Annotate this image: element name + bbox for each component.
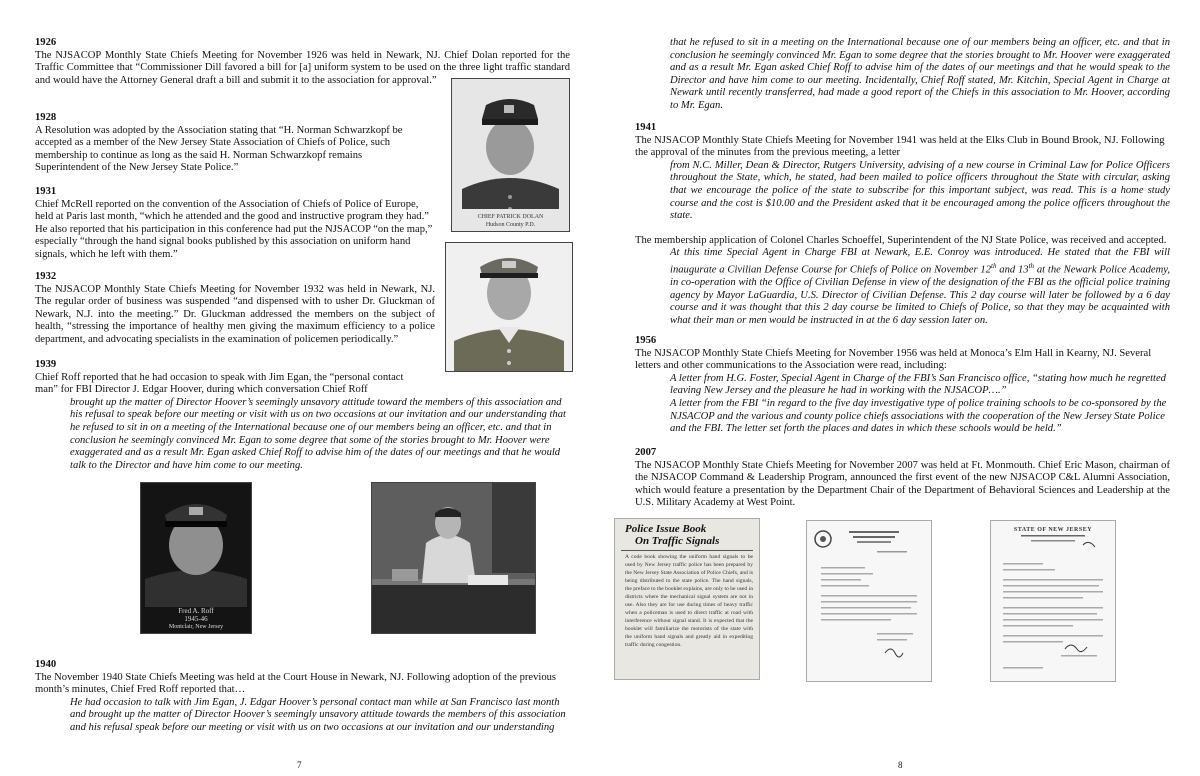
dolan-caption — [452, 213, 569, 229]
roff-caption — [141, 607, 251, 631]
letter-lines-icon — [991, 533, 1115, 681]
entry-body: The NJSACOP Monthly State Chiefs Meeting for November 1956 was held at Monoca’s Elm Hall in Kearny, NJ. Several letters and other communications to the Association were read, including: — [635, 347, 1152, 372]
right-page — [600, 0, 1200, 776]
entry-quote: He had occasion to talk with Jim Egan, J. Edgar Hoover’s personal contact man while at San Francisco last month and brought up the matter of Director Hoover’s seemingly unsavory attitude towards the members of this association and his refusal speak before our meeting or visit with us on two occasions at our invitation and our understanding — [70, 696, 566, 733]
quote-part: At this time Special Agent in Charge FBI at Newark, E.E. Conroy was introduced. He stated that the FBI will inaugurate a Civilian Defense Course for Chiefs of Police on November 12 — [670, 247, 1170, 276]
entry-year: 1940 — [35, 659, 57, 670]
entry-quote-1: A letter from H.G. Foster, Special Agent in Charge of the FBI’s San Francisco office, “stating how much he regretted leaving New Jersey and the pleasure he had in working with the NJSACOP….” — [670, 372, 1166, 397]
caption-line: Fred A. Roff — [178, 607, 214, 615]
superscript: th — [991, 261, 997, 270]
entry-year: 1926 — [35, 37, 57, 48]
entry-year: 2007 — [635, 447, 657, 458]
entry-1928 — [35, 112, 420, 175]
caption-line: Hudson County P.D. — [485, 222, 536, 228]
entry-year: 1928 — [35, 112, 57, 123]
entry-quote-2 — [635, 247, 1170, 327]
letter-heading: STATE OF NEW JERSEY — [1013, 527, 1093, 533]
entry-body: The NJSACOP Monthly State Chiefs Meeting for November 1941 was held at the Elks Club in Bound Brook, NJ. Following the approval of the minutes from the previous meeting, a letter — [635, 134, 1165, 159]
continued-quote-1940: that he refused to sit in a meeting on the International because one of our members being an officer, etc. and that in conclusion he seemingly convinced Mr. Egan to some degree that the stories brought to Mr. Hoover were exaggerated and as a result Mr. Egan asked Chief Roff to advise him of the dates of our meetings and that he would speak to the Director and have him come to our meeting. Incidentally, Chief Roff stated, Mr. Kitchin, Special Agent in Charge at Newark until recently transferred, had made a good report of the Chiefs in this association to Mr. Hoover, according to Mr. Egan. — [670, 37, 1170, 111]
entry-body: The NJSACOP Monthly State Chiefs Meeting for November 1932 was held in Newark, NJ. The regular order of business was suspended “and dispensed with to usher Dr. Gluckman of Newark, N.J. into the meeting.” Dr. Gluckman addressed the members on the subject of health, “stressing the importance of healthy men giving the maximum efficiency to a police department, and advocating specialists in the examination of policemen periodically.” — [35, 283, 435, 345]
caption-line: CHIEF PATRICK DOLAN — [477, 214, 544, 220]
clipping-title — [615, 519, 759, 549]
letter-seal-icon — [807, 521, 931, 681]
clipping-rule — [621, 550, 753, 551]
clipping-title-line: On Traffic Signals — [635, 535, 720, 547]
caption-line: 1945-46 — [184, 615, 208, 623]
entry-quote: from N.C. Miller, Dean & Director, Rutgers University, advising of a new course in Criminal Law for Police Officers throughout the State, which, he stated, had been mailed to police officers throughout the State with circular, asking that we encourage the police of the state to subscribe for this important subject, was read. This is a home study course and the cost is $10.00 and the President asked that it be encouraged among the police officers throughout the state. — [670, 159, 1170, 222]
portrait-hoover-icon — [372, 483, 535, 633]
entry-1940 — [35, 659, 570, 735]
entry-year: 1932 — [35, 271, 57, 282]
entry-body: The November 1940 State Chiefs Meeting was held at the Court House in Newark, NJ. Following adoption of the previous month’s minutes, Chief Fred Roff reported that… — [35, 671, 557, 696]
entry-1932 — [35, 271, 435, 347]
entry-1931 — [35, 186, 435, 262]
entry-year: 1931 — [35, 186, 57, 197]
photo-chief-dolan — [451, 78, 570, 232]
photo-hoover-desk — [371, 482, 536, 634]
quote-part: and 13 — [996, 264, 1029, 276]
caption-line: Montclair, New Jersey — [168, 624, 224, 630]
entry-body: Chief Roff reported that he had occasion to speak with Jim Egan, the “personal contact man” for FBI Director J. Edgar Hoover, during which conversation Chief Roff — [35, 371, 404, 396]
clipping-text: A code book showing the uniform hand signals to be used by New Jersey traffic police has been prepared by the New Jersey State Association of Police Chiefs, and is being distributed to the state police. The hand signals, the preface to the booklet explains, are only to be used in districts where the mechanical signal system are not in use. Also they are for use during times of heavy traffic when a policeman is used to direct traffic at road with interference without signal stand. It is expected that the booklet will familiarize the motorists of the state with the uniform hand signals and greatly aid in expediting traffic during congestion. — [625, 554, 753, 648]
letter-document-2 — [990, 520, 1116, 682]
page-number: 7 — [297, 760, 302, 770]
portrait-dolan-icon — [452, 79, 569, 231]
letter-document-1 — [806, 520, 932, 682]
entry-year: 1941 — [635, 122, 657, 133]
entry-body: The NJSACOP Monthly State Chiefs Meeting for November 2007 was held at Ft. Monmouth. Chief Eric Mason, chairman of the NJSACOP Command & Leadership Program, announced the first event of the new NJSACOP C&L Alumni Association, which would feature a presentation by the Department Chair of the Department of Behavioral Sciences and Leadership at the U.S. Military Academy at West Point. — [635, 459, 1170, 509]
entry-quote-2: A letter from the FBI “in regard to the five day investigative type of police training schools to be co-sponsored by the NJSACOP and the various and county police chiefs associations with the cooperation of the New Jersey State Police and the FBI. The letter set forth the places and dates in which these schools would be held.” — [670, 397, 1167, 435]
photo-schwarzkopf — [445, 242, 573, 372]
entry-1941 — [635, 122, 1170, 327]
page-number: 8 — [898, 760, 903, 770]
clipping-title-line: Police Issue Book — [625, 523, 707, 535]
entry-1956 — [635, 335, 1170, 436]
portrait-schwarzkopf-icon — [446, 243, 572, 371]
entry-body-2: The membership application of Colonel Charles Schoeffel, Superintendent of the NJ State Police, was received and accepted. — [635, 234, 1167, 246]
photo-fred-roff — [140, 482, 252, 634]
quote-part: at the Newark Police Academy, in co-operation with the Office of Civilian Defense in view of the designation of the FBI as the official police training agency by Mayor LaGuardia, U.S. Director of Civilian Defense. This 2 day course will later be followed by a 6 day course and it was thought that this 2 day course be limited to Chiefs of Police, so that they may be acquainted with what their man or men would be instructed in at the 6 day session later on. — [670, 264, 1170, 326]
entry-1939 — [35, 359, 570, 472]
entry-2007 — [635, 447, 1170, 510]
entry-quote: brought up the matter of Director Hoover’s seemingly unsavory attitude toward the members of this association and his refusal to speak before our meeting or visit with us on two occasions at our invitation and our understanding that he refused to sit in on a meeting of the International because one of our members being an officer, etc. and that in conclusion he seemingly convinced Mr. Egan to some degree that some of the stories brought to Mr. Hoover were exaggerated and as a result Mr. Egan asked Chief Roff to advise him of the dates of our meetings and that he would talk to the Director and have him come to our meeting. — [70, 396, 566, 471]
entry-body: A Resolution was adopted by the Association stating that “H. Norman Schwarzkopf be accepted as a member of the New Jersey State Association of Chiefs of Police, such membership to continue as long as the said H. Norman Schwarzkopf remains Superintendent of the New Jersey State Police.” — [35, 124, 403, 174]
superscript: th — [1028, 261, 1035, 270]
clipping-police-issue-book — [614, 518, 760, 680]
entry-year: 1939 — [35, 359, 57, 370]
entry-body: The NJSACOP Monthly State Chiefs Meeting for November 1926 was held in Newark, NJ. Chief Dolan reported for the Traffic Committee that “Commissioner Dill favored a bill for [a] uniform system to be used on the three light traffic standard and would have the Attorney General draft a bill and submit it to the association for approval.” — [35, 49, 570, 86]
entry-year: 1956 — [635, 335, 657, 346]
entry-body: Chief McRell reported on the convention of the Association of Chiefs of Police of Europe, held at Paris last month, “which he attended and the good and instructive program they had.” He also reported that his participation in this conference had put the NJSACOP “on the map,” especially “through the hand signal books published by this association on uniform hand signals, which he left with them.” — [35, 198, 433, 260]
